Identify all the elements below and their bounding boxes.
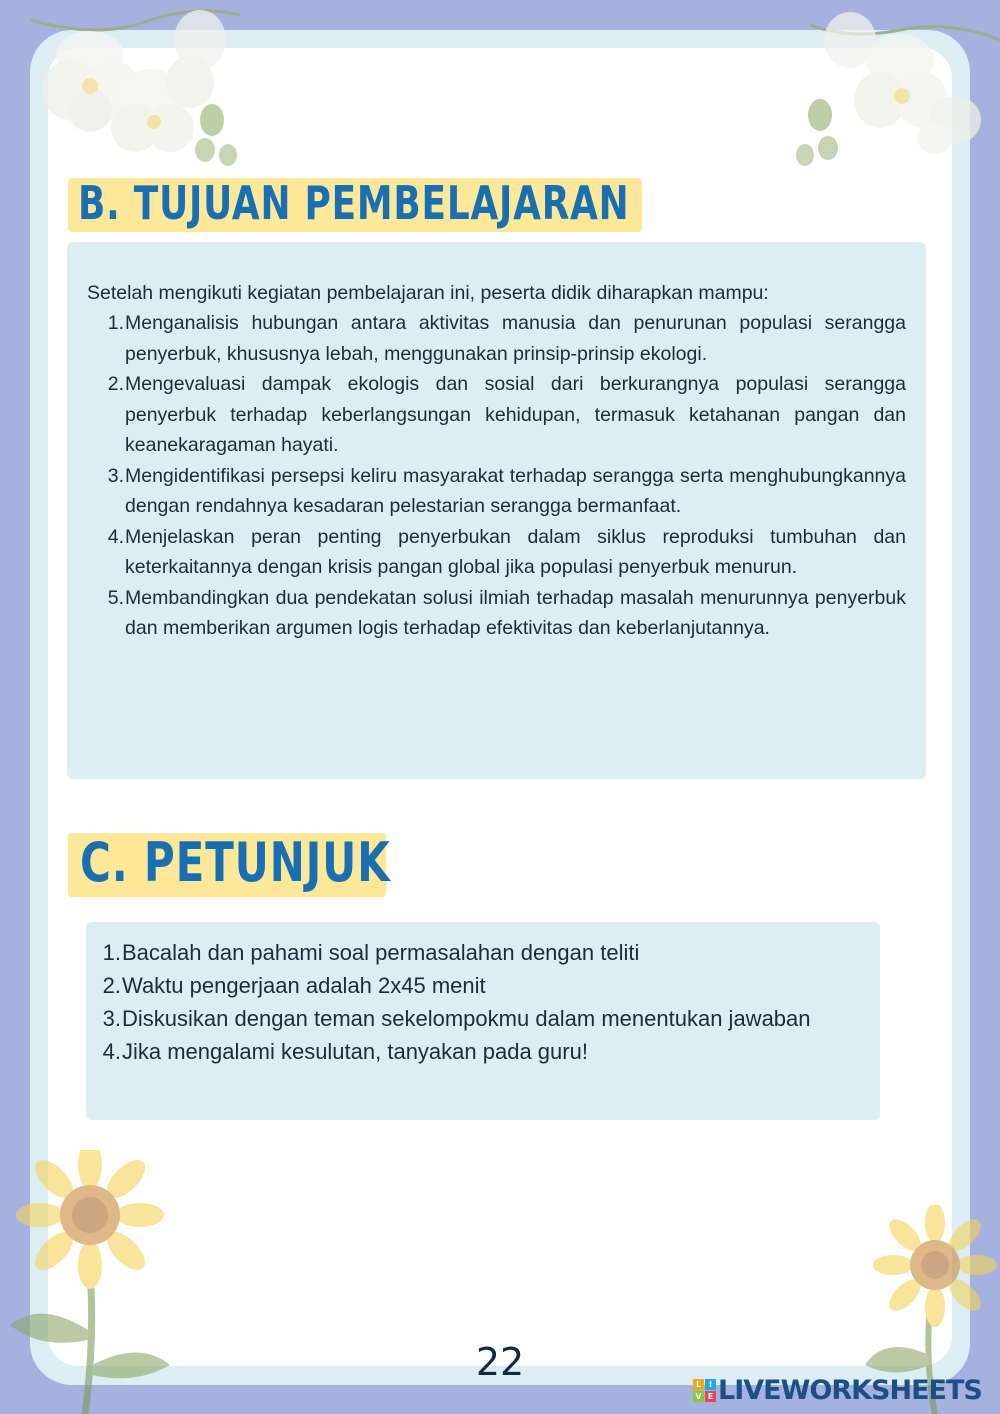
list-item-text: Membandingkan dua pendekatan solusi ilmiah terhadap masalah menurunnya penyerbuk dan memberikan argumen logis terhadap efektivitas dan keberlanjutannya.: [125, 586, 906, 639]
list-item: [100, 1035, 866, 1068]
list-item-text: Bacalah dan pahami soal permasalahan dengan teliti: [122, 940, 640, 965]
list-item: [87, 522, 906, 583]
list-item-number: 3.: [102, 1006, 121, 1031]
page-number: 22: [475, 1340, 525, 1384]
list-item: [100, 936, 866, 969]
learning-objectives-box: [67, 242, 926, 779]
instructions-list: [100, 936, 866, 1068]
liveworksheets-logo-icon: [693, 1379, 716, 1402]
list-item-text: Menjelaskan peran penting penyerbukan dalam siklus reproduksi tumbuhan dan keterkaitannya dengan krisis pangan global jika populasi penyerbuk menurun.: [125, 525, 906, 578]
logo-letter: I: [705, 1379, 716, 1390]
orchid-flower-icon: [30, 0, 250, 175]
list-item-text: Mengidentifikasi persepsi keliru masyarakat terhadap serangga serta menghubungkannya dengan rendahnya kesadaran pelestarian serangga bermanfaat.: [125, 464, 906, 517]
logo-letter: L: [693, 1379, 704, 1390]
list-item: [87, 461, 906, 522]
list-item-number: 2.: [107, 373, 124, 395]
list-item-number: 1.: [107, 312, 124, 334]
list-item: [100, 969, 866, 1002]
section-b-title: B. TUJUAN PEMBELAJARAN: [78, 176, 630, 230]
liveworksheets-logo-text: LIVEWORKSHEETS: [718, 1375, 982, 1406]
list-item-number: 1.: [102, 940, 121, 965]
logo-letter: V: [693, 1391, 704, 1402]
list-item-number: 4.: [107, 525, 124, 548]
orchid-flower-icon: [790, 0, 1000, 175]
list-item: [87, 369, 906, 461]
liveworksheets-logo[interactable]: [693, 1375, 982, 1406]
list-item-text: Menganalisis hubungan antara aktivitas manusia dan penurunan populasi serangga penyerbuk, khususnya lebah, menggunakan prinsip-prinsip ekologi.: [125, 312, 906, 365]
learning-objectives-list: [87, 308, 906, 644]
list-item-number: 5.: [107, 586, 124, 609]
instructions-box: [86, 922, 880, 1120]
list-item-text: Diskusikan dengan teman sekelompokmu dalam menentukan jawaban: [122, 1006, 811, 1031]
list-item: [100, 1002, 866, 1035]
list-item-text: Waktu pengerjaan adalah 2x45 menit: [122, 973, 486, 998]
list-item-number: 4.: [102, 1039, 121, 1064]
learning-objectives-intro: Setelah mengikuti kegiatan pembelajaran ini, peserta didik diharapkan mampu:: [87, 282, 769, 304]
list-item: [87, 583, 906, 644]
list-item-number: 3.: [107, 464, 124, 487]
logo-letter: E: [705, 1391, 716, 1402]
section-c-title: C. PETUNJUK: [80, 831, 391, 894]
list-item-text: Mengevaluasi dampak ekologis dan sosial dari berkurangnya populasi serangga penyerbuk terhadap keberlangsungan kehidupan, termasuk ketahanan pangan dan keanekaragaman hayati.: [125, 373, 906, 456]
list-item-number: 2.: [102, 973, 121, 998]
list-item-text: Jika mengalami kesulutan, tanyakan pada guru!: [122, 1039, 588, 1064]
list-item: [87, 308, 906, 369]
